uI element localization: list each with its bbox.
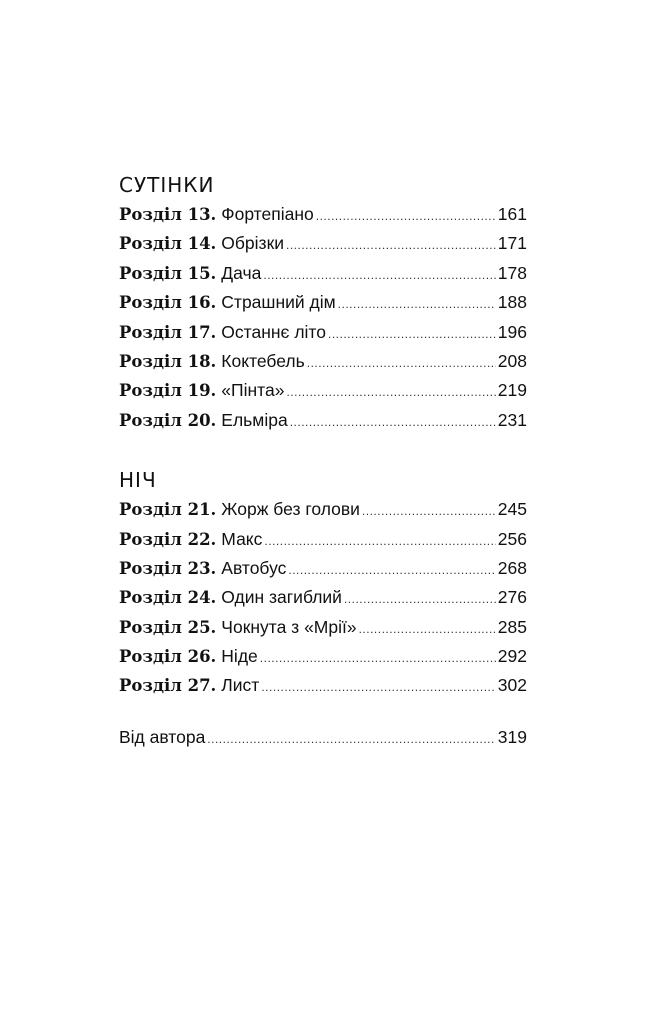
toc-entry[interactable] <box>119 229 527 258</box>
chapter-title: Автобус <box>221 557 287 578</box>
chapter-title: Обрізки <box>221 233 285 254</box>
chapter-title: «Пінта» <box>221 380 285 401</box>
toc-entry[interactable] <box>119 583 527 612</box>
section-title: СУТІНКИ <box>119 173 215 197</box>
page-number: 285 <box>497 616 527 637</box>
toc-entry[interactable] <box>119 376 527 405</box>
dot-leader <box>288 556 495 585</box>
page-number: 268 <box>497 557 527 578</box>
dot-leader <box>260 644 496 673</box>
page-number: 256 <box>497 528 527 549</box>
page-number: 276 <box>497 587 527 608</box>
chapter-number: Розділ 17. <box>119 322 217 342</box>
afterword-title: Від автора <box>119 726 206 747</box>
dot-leader <box>316 202 496 231</box>
chapter-title: Останнє літо <box>221 321 326 342</box>
section-spacer <box>119 435 527 465</box>
dot-leader <box>261 673 495 702</box>
page-number: 319 <box>497 726 527 747</box>
chapter-title: Макс <box>221 528 263 549</box>
dot-leader <box>286 378 495 407</box>
toc-entry[interactable] <box>119 525 527 554</box>
page-number: 171 <box>497 233 527 254</box>
toc-entry[interactable] <box>119 200 527 229</box>
page-number: 188 <box>497 292 527 313</box>
page-number: 178 <box>497 262 527 283</box>
toc-entry[interactable] <box>119 259 527 288</box>
page-number: 292 <box>497 646 527 667</box>
chapter-title: Чокнута з «Мрії» <box>221 616 357 637</box>
chapter-title: Один загиблий <box>221 587 342 608</box>
dot-leader <box>286 231 496 260</box>
dot-leader <box>207 725 496 754</box>
page-number: 302 <box>497 675 527 696</box>
chapter-number: Розділ 27. <box>119 676 217 696</box>
chapter-number: Розділ 21. <box>119 500 217 520</box>
page-number: 231 <box>497 409 527 430</box>
chapter-title: Коктебель <box>221 350 305 371</box>
toc-section <box>119 170 527 435</box>
dot-leader <box>264 527 495 556</box>
dot-leader <box>359 615 496 644</box>
chapter-title: Страшний дім <box>221 292 336 313</box>
dot-leader <box>307 349 496 378</box>
chapter-number: Розділ 22. <box>119 529 217 549</box>
dot-leader <box>328 320 496 349</box>
toc-entry[interactable] <box>119 642 527 671</box>
toc-entry[interactable] <box>119 554 527 583</box>
toc-entry[interactable] <box>119 347 527 376</box>
dot-leader <box>344 585 496 614</box>
toc-entry[interactable] <box>119 613 527 642</box>
dot-leader <box>362 497 496 526</box>
chapter-number: Розділ 18. <box>119 351 217 371</box>
dot-leader <box>263 261 495 290</box>
toc-entry[interactable] <box>119 288 527 317</box>
page-number: 245 <box>497 499 527 520</box>
chapter-title: Жорж без голови <box>221 499 360 520</box>
chapter-number: Розділ 14. <box>119 234 217 254</box>
chapter-number: Розділ 23. <box>119 558 217 578</box>
toc-entry[interactable] <box>119 671 527 700</box>
chapter-title: Ніде <box>221 646 258 667</box>
page-number: 208 <box>497 350 527 371</box>
chapter-number: Розділ 16. <box>119 293 217 313</box>
chapter-number: Розділ 24. <box>119 588 217 608</box>
dot-leader <box>290 408 496 437</box>
table-of-contents <box>119 170 527 752</box>
chapter-number: Розділ 20. <box>119 410 217 430</box>
chapter-number: Розділ 13. <box>119 205 217 224</box>
chapter-number: Розділ 15. <box>119 263 217 283</box>
page-number: 196 <box>497 321 527 342</box>
chapter-title: Фортепіано <box>221 204 314 224</box>
toc-entry[interactable] <box>119 406 527 435</box>
page-number: 161 <box>497 204 527 224</box>
chapter-number: Розділ 26. <box>119 647 217 667</box>
toc-entry[interactable] <box>119 495 527 524</box>
toc-section <box>119 465 527 701</box>
toc-entry-afterword[interactable] <box>119 723 527 752</box>
chapter-title: Ельміра <box>221 409 288 430</box>
section-title: НІЧ <box>119 468 157 493</box>
chapter-number: Розділ 25. <box>119 617 217 637</box>
chapter-number: Розділ 19. <box>119 381 217 401</box>
dot-leader <box>338 290 496 319</box>
chapter-title: Лист <box>221 675 260 696</box>
page-number: 219 <box>497 380 527 401</box>
toc-entry[interactable] <box>119 318 527 347</box>
chapter-title: Дача <box>221 262 262 283</box>
